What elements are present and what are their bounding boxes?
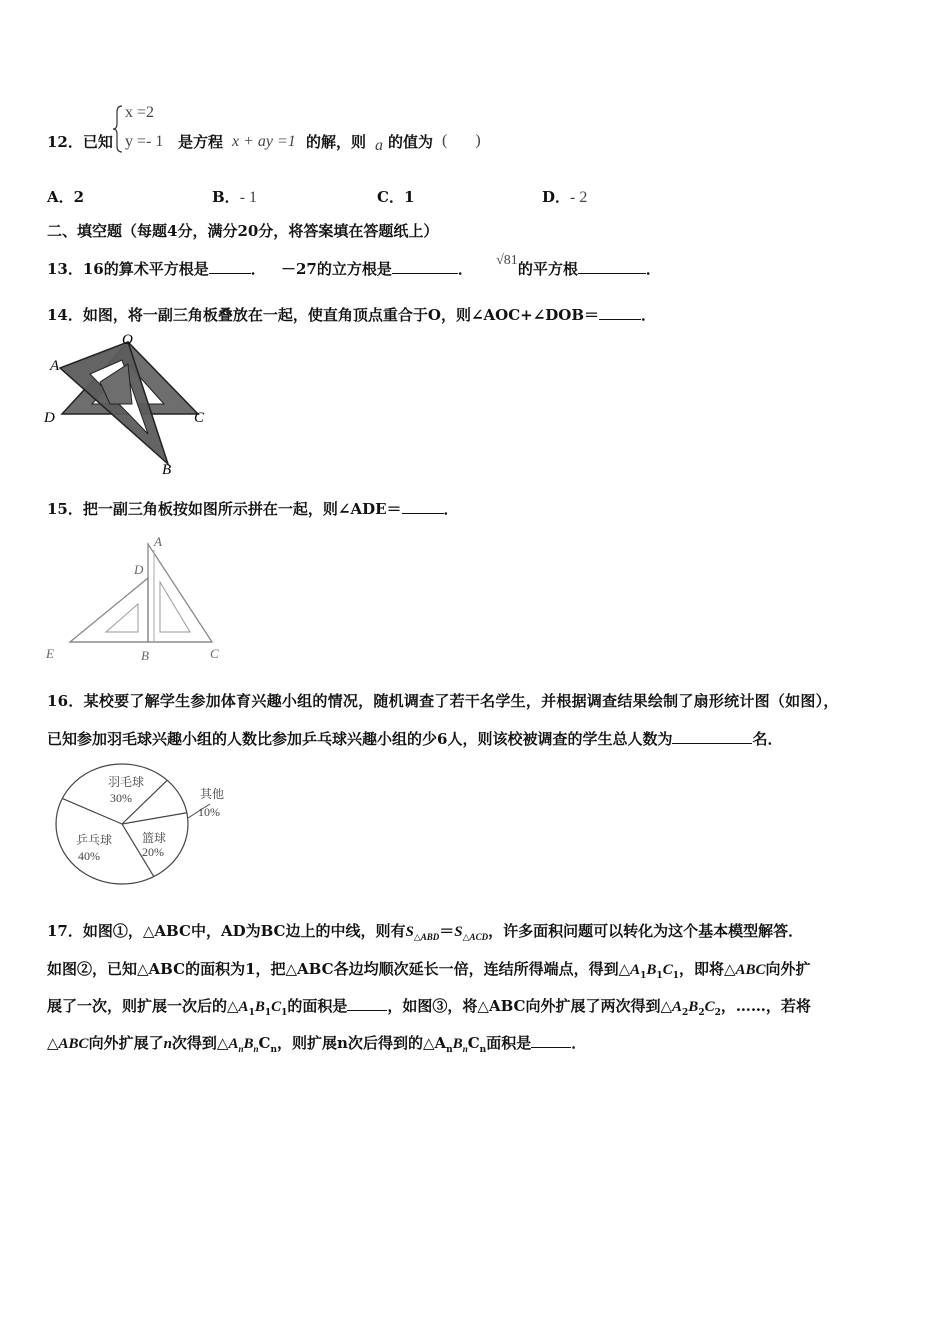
q17-c2: C — [704, 999, 715, 1015]
q14-label-o: O — [122, 332, 133, 348]
q17-cn: C — [258, 1034, 271, 1052]
q16-pie-chart — [50, 756, 240, 892]
q17-blank-1[interactable] — [347, 996, 387, 1011]
q13-sep1: ． — [250, 260, 266, 278]
pie-pct-basketball: 20% — [142, 845, 164, 859]
q17-l4b: 向外扩展了 — [88, 1034, 164, 1052]
q17-c1-sub: 1 — [672, 971, 679, 981]
q13-line — [47, 253, 661, 279]
q15-blank[interactable] — [402, 499, 444, 514]
q16-end: 名． — [752, 730, 783, 748]
pie-label-other: 其他 — [200, 787, 225, 801]
q17-bn: B — [243, 1036, 254, 1052]
q15-triangle-right — [148, 544, 212, 642]
q12-option-a: A．2 — [47, 188, 85, 206]
q14-label-c: C — [194, 410, 205, 426]
q17-l3a: 展了一次，则扩展一次后的△ — [47, 997, 239, 1015]
q17-line-1 — [47, 920, 803, 943]
q17-l3-c1: C — [271, 999, 282, 1015]
q17-an: A — [228, 1036, 239, 1052]
q17-s-abd: S — [405, 924, 414, 940]
q13-part2: －27的立方根是 — [281, 260, 392, 278]
q12-answer-paren: ( ) — [442, 132, 481, 149]
q17-a2-sub: 2 — [682, 1008, 689, 1018]
q17-l4a: △ — [47, 1034, 59, 1052]
q14-end: ． — [641, 306, 657, 324]
q14-text: 14．如图，将一副三角板叠放在一起，使直角顶点重合于O，则∠AOC+∠DOB＝ — [47, 306, 600, 324]
q14-blank[interactable] — [599, 305, 641, 320]
q17-line-3 — [47, 995, 811, 1018]
q12-mid: 是方程 — [178, 133, 224, 151]
q17-bn2-sub: n — [462, 1044, 468, 1054]
q13-part3: 的平方根 — [517, 260, 578, 278]
q17-cn2-sub: n — [479, 1045, 487, 1055]
q15-label-b: B — [141, 648, 149, 663]
q17-l4d: ，则扩展n次后得到的△A — [277, 1034, 447, 1052]
q17-bn-sub: n — [253, 1044, 259, 1054]
q17-an-sub: n — [238, 1044, 244, 1054]
q15-label-a: A — [154, 534, 162, 549]
q13-part1: 13．16的算术平方根是 — [47, 260, 209, 278]
q17-s-acd-sub: △ACD — [462, 932, 489, 942]
q12-option-b: B．- 1 — [212, 188, 258, 206]
pie-label-pingpong: 乒乓球 — [76, 833, 113, 847]
q17-b2-sub: 2 — [698, 1008, 705, 1018]
q13-blank-3[interactable] — [578, 259, 646, 274]
q12-equation: x + ay =1 — [232, 133, 296, 150]
q15-text: 15．把一副三角板按如图所示拼在一起，则∠ADE＝ — [47, 500, 402, 518]
q17-l2a: 如图②，已知△ABC的面积为1，把△ABC各边均顺次延长一倍，连结所得端点，得到△ — [47, 960, 631, 978]
q17-c1: C — [662, 962, 673, 978]
q15-label-e: E — [46, 646, 54, 661]
pie-label-basketball: 篮球 — [142, 831, 167, 845]
q16-text: 已知参加羽毛球兴趣小组的人数比参加乒乓球兴趣小组的少6人，则该校被调查的学生总人数为 — [47, 730, 673, 748]
q17-l2c: 向外扩 — [765, 960, 811, 978]
q13-blank-1[interactable] — [209, 259, 251, 274]
q17-l3-a1: A — [238, 999, 249, 1015]
q12-var-a: a — [375, 137, 383, 154]
q17-b1: B — [646, 962, 657, 978]
q17-s-abd-sub: △ABD — [413, 932, 440, 942]
q16-blank[interactable] — [672, 729, 752, 744]
section-heading: 二、填空题（每题4分，满分20分，将答案填在答题纸上） — [47, 222, 439, 240]
q17-s-acd: S — [454, 924, 463, 940]
q17-l1b: ，许多面积问题可以转化为这个基本模型解答． — [488, 922, 804, 940]
q14-line — [47, 304, 656, 325]
q17-cn-sub: n — [270, 1045, 278, 1055]
pie-label-badminton: 羽毛球 — [108, 775, 145, 789]
q17-a1-sub: 1 — [640, 971, 647, 981]
q14-label-b: B — [162, 462, 172, 476]
q17-l3c: ，如图③，将△ABC向外扩展了两次得到△ — [387, 997, 673, 1015]
q17-cn2: C — [467, 1034, 480, 1052]
q17-l4e: 面积是 — [486, 1034, 532, 1052]
q17-l1a: 17．如图①，△ABC中，AD为BC边上的中线，则有 — [47, 922, 406, 940]
q15-line — [47, 498, 459, 519]
q13-blank-2[interactable] — [392, 259, 458, 274]
q17-b1-sub: 1 — [656, 971, 663, 981]
q12-option-c: C．1 — [377, 188, 415, 206]
q13-sqrt: √81 — [496, 253, 518, 268]
q14-figure — [40, 330, 220, 476]
q17-line-2 — [47, 958, 811, 981]
q17-l2b: ，即将△ — [678, 960, 736, 978]
q15-end: ． — [443, 500, 459, 518]
q17-b2: B — [688, 999, 699, 1015]
q12-number: 12．已知 — [47, 133, 113, 151]
q17-l3-b1-sub: 1 — [264, 1008, 272, 1018]
q17-line-4 — [47, 1032, 586, 1055]
q17-a2: A — [672, 999, 683, 1015]
q17-l4f: ． — [571, 1034, 587, 1052]
q17-bn2: B — [452, 1036, 463, 1052]
q14-label-a: A — [50, 358, 60, 374]
q17-l4c: 次得到△ — [171, 1034, 229, 1052]
q17-eq: ＝ — [439, 922, 455, 940]
q14-label-d: D — [44, 410, 55, 426]
q17-l3-c1-sub: 1 — [281, 1008, 288, 1018]
q13-end: ． — [645, 260, 661, 278]
q17-an2-sub: n — [446, 1045, 453, 1055]
pie-pct-pingpong: 40% — [78, 849, 100, 863]
q12-option-d: D．- 2 — [542, 188, 588, 206]
q12-after: 的解，则 — [306, 133, 367, 151]
q16-line-1: 16．某校要了解学生参加体育兴趣小组的情况，随机调查了若干名学生，并根据调查结果绘制了扇形统计图（如图）， — [47, 692, 839, 710]
system-eq-x: x =2 — [125, 104, 155, 121]
system-eq-y: y =- 1 — [125, 133, 164, 150]
q17-l4-abc: ABC — [58, 1036, 89, 1052]
q15-figure — [40, 530, 230, 666]
q15-triangle-right-inner — [160, 582, 190, 632]
system-brace-icon — [112, 104, 124, 154]
q16-line-2 — [47, 728, 782, 749]
q13-sep2: ． — [457, 260, 473, 278]
q17-l2-abc: ABC — [735, 962, 766, 978]
q17-l3-b1: B — [254, 999, 265, 1015]
q17-c2-sub: 2 — [714, 1008, 721, 1018]
q17-l3d: ，……，若将 — [720, 997, 811, 1015]
q17-l3-a1-sub: 1 — [248, 1008, 255, 1018]
q17-blank-2[interactable] — [531, 1033, 571, 1048]
pie-pct-badminton: 30% — [110, 791, 132, 805]
q15-label-d: D — [134, 562, 144, 577]
q12-tail: 的值为 — [388, 133, 434, 151]
pie-pct-other: 10% — [198, 805, 220, 819]
q17-l3b: 的面积是 — [287, 997, 348, 1015]
q17-a1: A — [630, 962, 641, 978]
q17-l4-n: n — [163, 1036, 172, 1052]
q15-label-c: C — [210, 646, 219, 661]
